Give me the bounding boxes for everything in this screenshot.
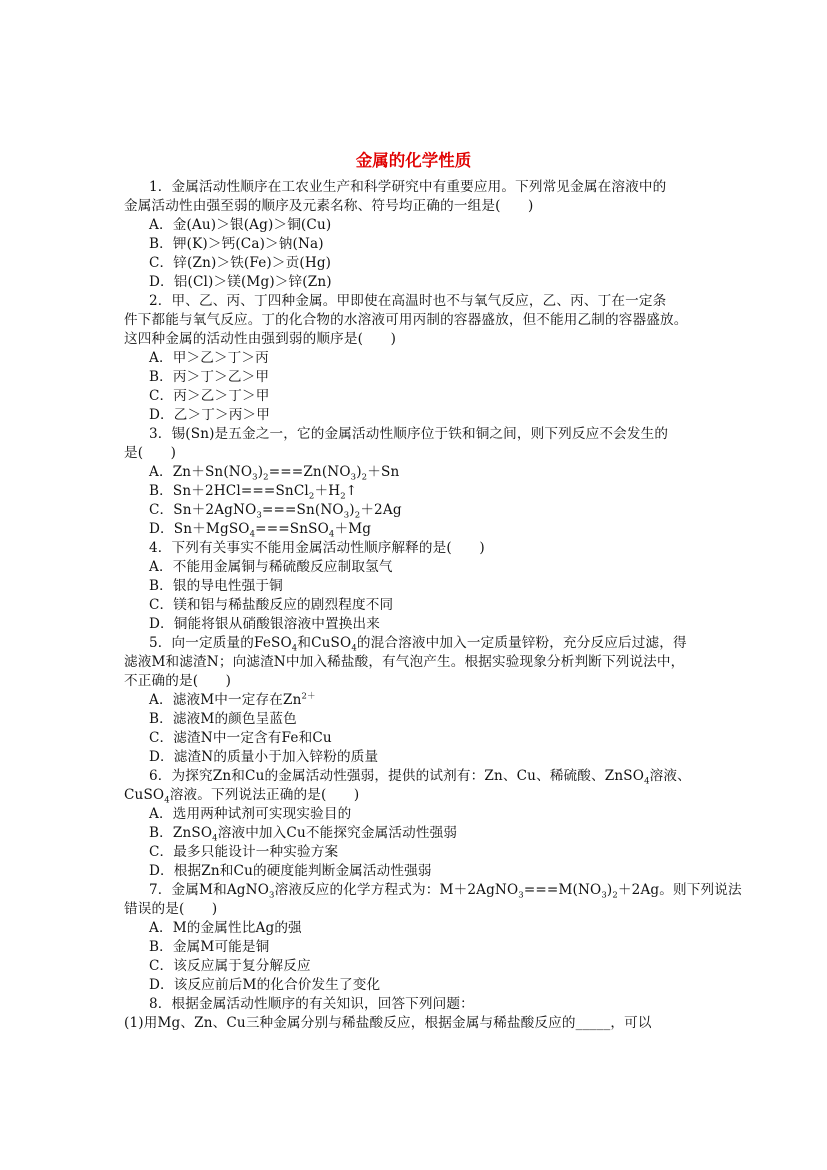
answer-option: B．丙＞丁＞乙＞甲 <box>149 369 270 385</box>
answer-option: D．乙＞丁＞丙＞甲 <box>149 407 270 423</box>
question-continuation-line: 这四种金属的活动性由强到弱的顺序是( ) <box>124 331 397 347</box>
answer-option: B．滤液M的颜色呈蓝色 <box>149 711 297 727</box>
question-continuation-line: 金属活动性由强至弱的顺序及元素名称、符号均正确的一组是( ) <box>124 198 534 214</box>
answer-option: D．滤渣N的质量小于加入锌粉的质量 <box>149 749 379 765</box>
question-continuation-line: 是( ) <box>124 445 177 461</box>
question-continuation-line: 滤液M和滤渣N；向滤渣N中加入稀盐酸，有气泡产生。根据实验现象分析判断下列说法中， <box>124 654 685 670</box>
question-stem-line: 5．向一定质量的FeSO$_4$和CuSO$_4$的混合溶液中加入一定质量锌粉，充分反应后过滤，得 <box>149 635 687 654</box>
answer-option: A．滤液M中一定存在$Zn^{2+}$ <box>149 691 316 708</box>
answer-option: A．$Zn+Sn(NO_3)_2===Zn(NO_3)_2+Sn$ <box>149 464 400 483</box>
question-stem-line: 1．金属活动性顺序在工农业生产和科学研究中有重要应用。下列常见金属在溶液中的 <box>149 179 667 195</box>
answer-option: B．钾(K)＞钙(Ca)＞钠(Na) <box>149 236 324 252</box>
answer-option: A．选用两种试剂可实现实验目的 <box>149 806 352 822</box>
answer-option: C．滤渣N中一定含有Fe和Cu <box>149 730 332 746</box>
answer-option: A．不能用金属铜与稀硫酸反应制取氢气 <box>149 559 393 575</box>
answer-option: D．根据Zn和Cu的硬度能判断金属活动性强弱 <box>149 863 432 879</box>
answer-option: C．最多只能设计一种实验方案 <box>149 844 339 860</box>
document-title: 金属的化学性质 <box>355 151 472 170</box>
answer-option: A．M的金属性比Ag的强 <box>149 920 302 936</box>
question-stem-line: 2．甲、乙、丙、丁四种金属。甲即使在高温时也不与氧气反应，乙、丙、丁在一定条 <box>149 293 667 309</box>
answer-option: D．该反应前后M的化合价发生了变化 <box>149 977 381 993</box>
question-continuation-line: 不正确的是( ) <box>124 673 232 689</box>
answer-option: D．铝(Cl)＞镁(Mg)＞锌(Zn) <box>149 274 332 290</box>
answer-option: B．$Sn+2HCl===SnCl_2+H_2↑$ <box>149 483 358 502</box>
answer-option: D．铜能将银从硝酸银溶液中置换出来 <box>149 616 380 632</box>
question-continuation-line: (1)用Mg、Zn、Cu三种金属分别与稀盐酸反应，根据金属与稀盐酸反应的_____，可以 <box>124 1015 652 1031</box>
question-continuation-line: 件下都能与氧气反应。丁的化合物的水溶液可用丙制的容器盛放，但不能用乙制的容器盛放。 <box>124 312 688 328</box>
question-continuation-line: 错误的是( ) <box>124 901 218 917</box>
question-continuation-line: CuSO$_4$溶液。下列说法正确的是( ) <box>124 787 360 806</box>
answer-option: B．ZnSO$_4$溶液中加入Cu不能探究金属活动性强弱 <box>149 825 458 844</box>
question-stem-line: 4．下列有关事实不能用金属活动性顺序解释的是( ) <box>149 540 485 556</box>
answer-option: C．锌(Zn)＞铁(Fe)＞贡(Hg) <box>149 255 332 271</box>
answer-option: C．镁和铝与稀盐酸反应的剧烈程度不同 <box>149 597 394 613</box>
question-stem-line: 3．锡(Sn)是五金之一，它的金属活动性顺序位于铁和铜之间，则下列反应不会发生的 <box>149 426 669 442</box>
answer-option: D．Sn＋MgSO$_4$===SnSO$_4$＋Mg <box>149 521 372 540</box>
answer-option: A．金(Au)＞银(Ag)＞铜(Cu) <box>149 217 332 233</box>
question-stem-line: 8．根据金属活动性顺序的有关知识，回答下列问题： <box>149 996 474 1012</box>
answer-option: A．甲＞乙＞丁＞丙 <box>149 350 269 366</box>
answer-option: C．丙＞乙＞丁＞甲 <box>149 388 270 404</box>
question-content <box>124 178 742 1033</box>
answer-option: C．$Sn+2AgNO_3===Sn(NO_3)_2+2Ag$ <box>149 502 402 521</box>
answer-option: B．银的导电性强于铜 <box>149 578 283 594</box>
answer-option: B．金属M可能是铜 <box>149 939 270 955</box>
question-stem-line: 6．为探究Zn和Cu的金属活动性强弱，提供的试剂有：Zn、Cu、稀硫酸、ZnSO$_4$溶液、 <box>149 768 691 787</box>
question-stem-line: 7．金属M和AgNO$_3$溶液反应的化学方程式为：$M+2AgNO_3===M(NO_3)_2+2Ag$。则下列说法 <box>149 882 742 901</box>
answer-option: C．该反应属于复分解反应 <box>149 958 311 974</box>
